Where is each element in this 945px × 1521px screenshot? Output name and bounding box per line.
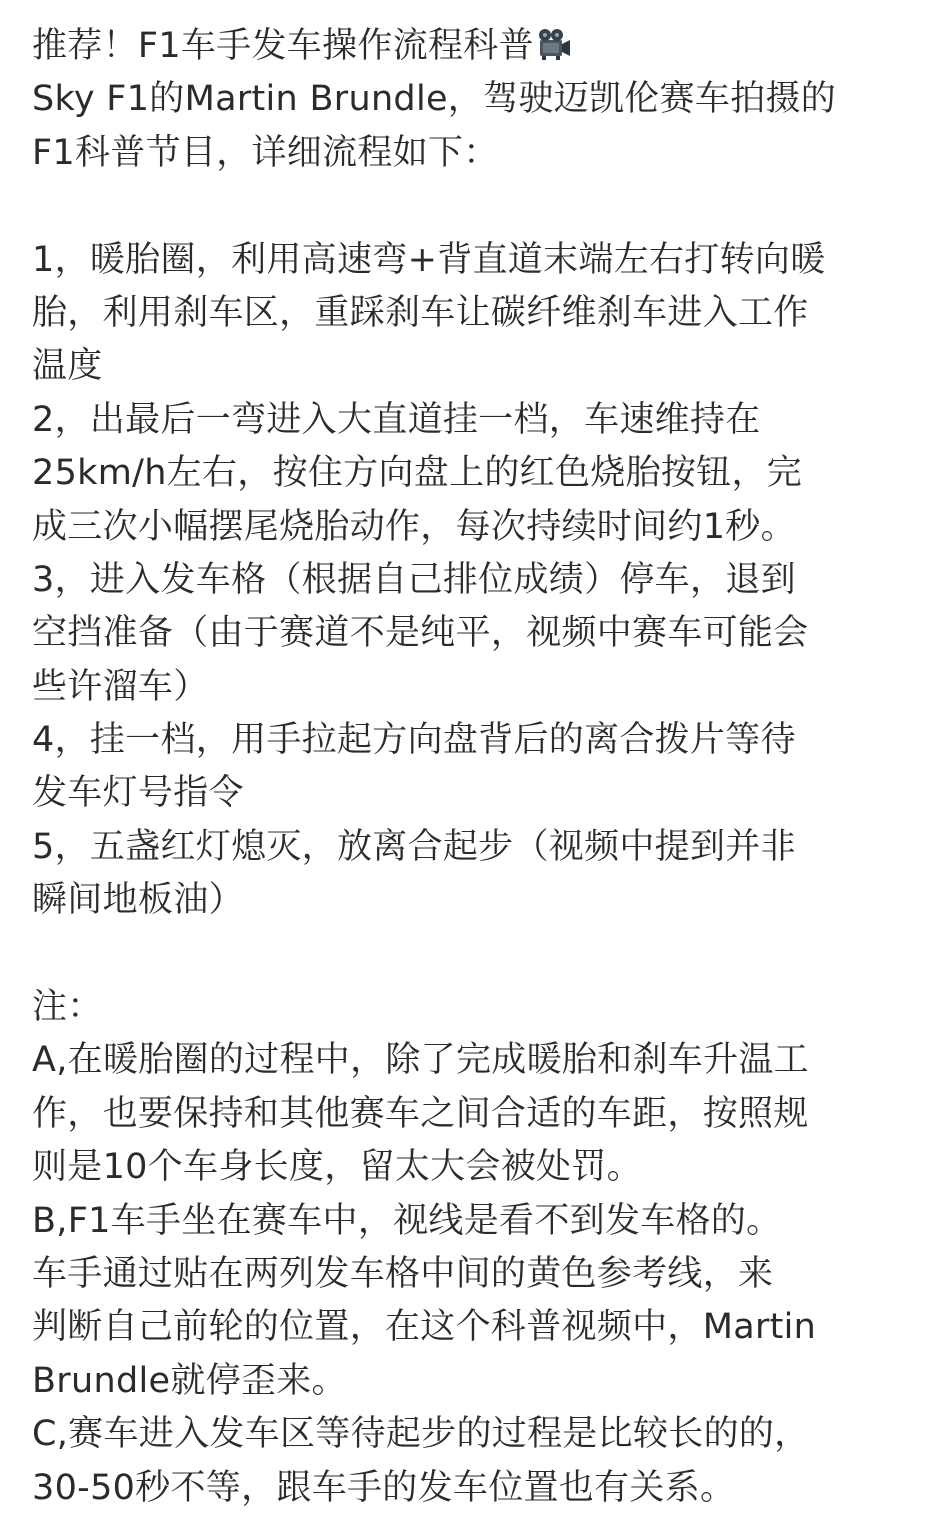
- step-line: 5，五盏红灯熄灭，放离合起步（视频中提到并非: [32, 826, 796, 867]
- step-line: 3，进入发车格（根据自己排位成绩）停车，退到: [32, 559, 796, 600]
- note-line: Brundle就停歪来。: [32, 1360, 347, 1401]
- post-title: 推荐！F1车手发车操作流程科普: [32, 26, 534, 66]
- notes-heading: 注：: [32, 987, 103, 1028]
- step-line: 胎，利用刹车区，重踩刹车让碳纤维刹车进入工作: [32, 292, 809, 333]
- step-line: 25km/h左右，按住方向盘上的红色烧胎按钮，完: [32, 453, 803, 494]
- step-line: 些许溜车）: [32, 666, 209, 707]
- note-line: 则是10个车身长度，留太大会被处罚。: [32, 1147, 642, 1188]
- note-line: 作，也要保持和其他赛车之间合适的车距，按照规: [32, 1093, 809, 1134]
- step-line: 成三次小幅摆尾烧胎动作，每次持续时间约1秒。: [32, 506, 796, 547]
- step-line: 温度: [32, 346, 103, 387]
- post-title-line: [32, 20, 912, 73]
- step-line: 发车灯号指令: [32, 773, 244, 814]
- post-body: [32, 20, 912, 1515]
- note-line: 30-50秒不等，跟车手的发车位置也有关系。: [32, 1467, 736, 1508]
- projector-icon: [536, 24, 572, 73]
- intro-line: F1科普节目，详细流程如下：: [32, 132, 499, 173]
- step-line: 1，暖胎圈，利用高速弯+背直道末端左右打转向暖: [32, 239, 826, 280]
- blank-line: [32, 928, 912, 981]
- step-line: 空挡准备（由于赛道不是纯平，视频中赛车可能会: [32, 613, 809, 654]
- step-line: 瞬间地板油）: [32, 880, 244, 921]
- note-line: 车手通过贴在两列发车格中间的黄色参考线，来: [32, 1253, 774, 1294]
- step-line: 2，出最后一弯进入大直道挂一档，车速维持在: [32, 399, 761, 440]
- intro-line: Sky F1的Martin Brundle，驾驶迈凯伦赛车拍摄的: [32, 79, 837, 120]
- note-line: B,F1车手坐在赛车中，视线是看不到发车格的。: [32, 1200, 782, 1241]
- blank-line: [32, 180, 912, 233]
- note-line: 判断自己前轮的位置，在这个科普视频中，Martin: [32, 1307, 817, 1348]
- step-line: 4，挂一档，用手拉起方向盘背后的离合拨片等待: [32, 720, 796, 761]
- note-line: A,在暖胎圈的过程中，除了完成暖胎和刹车升温工: [32, 1040, 809, 1081]
- note-line: C,赛车进入发车区等待起步的过程是比较长的的，: [32, 1414, 810, 1455]
